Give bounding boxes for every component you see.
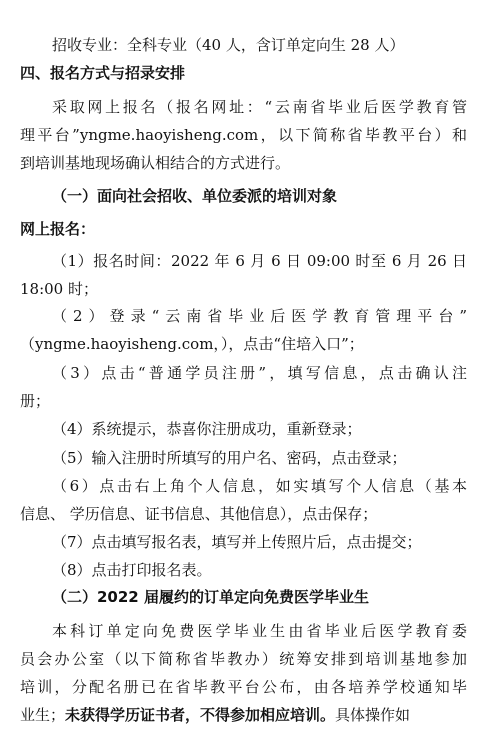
section-heading-four: 四、报名方式与招录安排 bbox=[20, 64, 186, 82]
step-line: （2）登录“云南省毕业后医学教育管理平台” bbox=[52, 307, 467, 325]
step-line: 册； bbox=[20, 392, 51, 410]
step-line: （5）输入注册时所填写的用户名、密码，点击登录； bbox=[52, 449, 407, 467]
paragraph-line: 本科订单定向免费医学毕业生由省毕业后医学教育委 bbox=[52, 622, 467, 640]
step-line: （6）点击右上角个人信息，如实填写个人信息（基本 bbox=[52, 477, 467, 495]
paragraph-text: 具体操作如 bbox=[335, 706, 411, 724]
step-line: （8）点击打印报名表。 bbox=[52, 561, 212, 579]
enrollment-major-line: 招收专业：全科专业（40 人，含订单定向生 28 人） bbox=[52, 36, 405, 54]
online-registration-label: 网上报名： bbox=[20, 220, 96, 238]
step-line: 信息、 学历信息、证书信息、其他信息），点击保存； bbox=[20, 505, 378, 523]
paragraph-line: 到培训基地现场确认相结合的方式进行。 bbox=[20, 154, 291, 172]
step-line: （7）点击填写报名表，填写并上传照片后，点击提交； bbox=[52, 533, 422, 551]
paragraph-text: 业生； bbox=[20, 706, 66, 724]
step-line: （1）报名时间：2022 年 6 月 6 日 09:00 时至 6 月 26 日 bbox=[52, 252, 467, 270]
paragraph-line: 员会办公室（以下简称省毕教办）统筹安排到培训基地参加 bbox=[20, 650, 467, 668]
subsection-heading-one: （一）面向社会招收、单位委派的培训对象 bbox=[52, 187, 338, 205]
subsection-heading-two: （二）2022 届履约的订单定向免费医学毕业生 bbox=[52, 588, 369, 606]
paragraph-line: 培训，分配名册已在省毕教平台公布，由各培养学校通知毕 bbox=[20, 678, 467, 696]
step-line: （3）点击“普通学员注册”，填写信息，点击确认注 bbox=[52, 364, 467, 382]
paragraph-line-mixed bbox=[20, 704, 467, 726]
step-line: （4）系统提示，恭喜你注册成功，重新登录； bbox=[52, 420, 362, 438]
emphasis-warning: 未获得学历证书者，不得参加相应培训。 bbox=[65, 706, 336, 724]
paragraph-line: 采取网上报名（报名网址：“云南省毕业后医学教育管 bbox=[52, 98, 467, 116]
step-line: （yngme.haoyisheng.com，），点击“住培入口”； bbox=[20, 335, 364, 353]
step-line: 18:00 时； bbox=[20, 280, 98, 298]
paragraph-line: 理平台”yngme.haoyisheng.com，以下简称省毕教平台）和 bbox=[20, 126, 467, 144]
